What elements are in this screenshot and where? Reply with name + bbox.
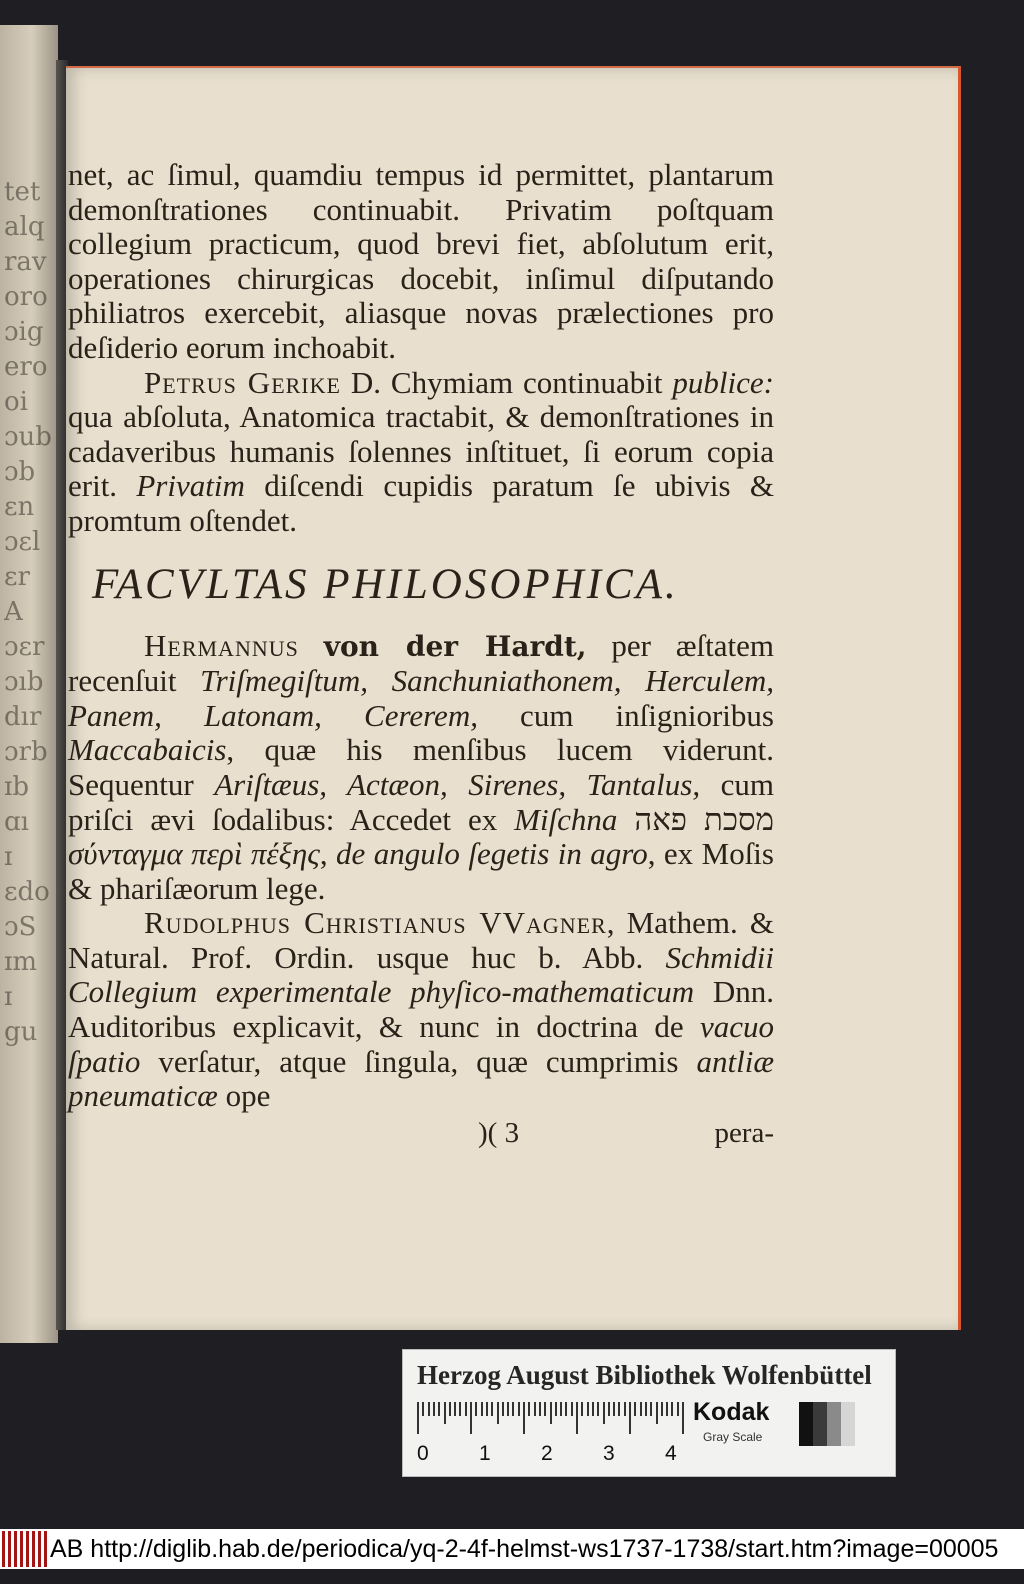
ruler-tick [497, 1402, 499, 1424]
text-run: , Mathem. & Natural. Prof. Ordin. usque huc b. Abb. [68, 905, 774, 975]
italic-run: Miſchna [514, 801, 618, 837]
text-run: D. Chymiam continuabit [340, 364, 673, 400]
ruler-tick [624, 1402, 626, 1416]
kodak-logo: Kodak [693, 1398, 770, 1426]
previous-page-fragment: ɛdo [4, 877, 50, 907]
previous-page-fragment: tet [4, 177, 41, 207]
ruler-numbers [413, 1442, 713, 1470]
catchword: pera- [714, 1116, 774, 1149]
ruler-tick [449, 1402, 451, 1416]
text-run: , quæ his menſibus lucem viderunt. Sequentur [68, 732, 774, 802]
ruler-tick [465, 1402, 467, 1416]
ruler-tick [481, 1402, 483, 1416]
ruler-tick [475, 1402, 477, 1416]
previous-page-fragment: ɑı [4, 807, 29, 837]
ruler-tick [550, 1402, 552, 1424]
previous-page-fragment: ɔrb [4, 737, 48, 767]
page-text-block [68, 158, 774, 1150]
previous-page-fragment: ɔɛl [4, 527, 41, 557]
ruler-tick [587, 1402, 589, 1416]
previous-page-fragment: ɔub [4, 422, 52, 452]
ruler-tick [486, 1402, 488, 1416]
previous-page-fragment: gu [4, 1017, 38, 1047]
ruler-tick [682, 1402, 684, 1434]
ruler-tick [433, 1402, 435, 1416]
italic-run: Triſmegiſtum, Sanchuniathonem, Herculem, Panem, Latonam, Cererem, [68, 663, 774, 733]
ruler-tick [661, 1402, 663, 1416]
previous-page-fragment: ɔɛr [4, 632, 45, 662]
library-logo-icon [2, 1531, 48, 1567]
library-color-card [402, 1349, 896, 1477]
ruler-tick [523, 1402, 525, 1434]
ruler-tick [677, 1402, 679, 1416]
ruler-number: 0 [417, 1442, 429, 1465]
gray-swatch-light [841, 1402, 855, 1446]
ruler-tick [528, 1402, 530, 1416]
text-run: Dnn. Auditoribus explicavit, & nunc in doctrina de [68, 974, 774, 1045]
ruler-tick [640, 1402, 642, 1416]
ruler-tick [629, 1402, 631, 1434]
ruler-tick [618, 1402, 620, 1416]
gray-swatch-dark [813, 1402, 827, 1446]
previous-page-fragment: ɛn [4, 492, 35, 522]
previous-page-fragment: ɪ [4, 982, 13, 1012]
ruler-tick [581, 1402, 583, 1416]
gray-swatch-mid [827, 1402, 841, 1446]
italic-run: Ariſtæus, Actæon, Sirenes, Tantalus, [214, 766, 701, 802]
previous-page-fragment: alq [4, 212, 45, 242]
text-run: diſcendi cupidis paratum ſe ubivis & promtum oſtendet. [68, 468, 774, 538]
ruler-tick [428, 1402, 430, 1416]
ruler-tick [518, 1402, 520, 1416]
ruler-tick [422, 1402, 424, 1416]
ruler-tick [459, 1402, 461, 1416]
text-run: , ex Moſis & phariſæorum lege. [68, 836, 774, 906]
ruler-tick [444, 1402, 446, 1424]
ruler-tick [417, 1402, 419, 1434]
ruler-tick [603, 1402, 605, 1424]
ruler-tick [544, 1402, 546, 1416]
italic-run: de angulo ſegetis in agro [336, 836, 648, 872]
previous-page-edge [0, 25, 58, 1343]
previous-page-fragment: ɪ [4, 842, 13, 872]
text-run: ope [217, 1078, 271, 1114]
ruler-tick [491, 1402, 493, 1416]
greek-run: σύνταγμα περὶ πέξης [68, 836, 320, 872]
ruler-tick [470, 1402, 472, 1434]
fraktur-name: von der Hardt, [323, 629, 587, 663]
italic-run: vacuo ſpatio [68, 1009, 774, 1079]
section-heading: FACVLTAS PHILOSOPHICA. [92, 560, 679, 608]
previous-page-fragment: ɔS [4, 912, 37, 942]
paragraph-4 [68, 906, 774, 1114]
text-run: per æſtatem recenſuit [68, 627, 774, 699]
paragraph-3 [68, 629, 774, 907]
ruler-tick [507, 1402, 509, 1416]
ruler-tick [656, 1402, 658, 1424]
signature-mark: )( 3 [478, 1116, 520, 1149]
source-url[interactable]: AB http://diglib.hab.de/periodica/yq-2-4f-helmst-ws1737-1738/start.htm?image=00005 [50, 1534, 999, 1563]
ruler-number: 3 [603, 1442, 615, 1465]
ruler-tick [560, 1402, 562, 1416]
ruler-tick [671, 1402, 673, 1416]
previous-page-fragment: ɛr [4, 562, 30, 592]
previous-page-fragment: ɪm [4, 947, 37, 977]
ruler-tick [576, 1402, 578, 1434]
scale-ruler [417, 1402, 687, 1434]
previous-page-fragment: dır [4, 702, 42, 732]
italic-run: Privatim [136, 468, 245, 504]
ruler-tick [438, 1402, 440, 1416]
ruler-tick [597, 1402, 599, 1416]
previous-page-fragment: A [4, 597, 23, 627]
ruler-tick [571, 1402, 573, 1416]
ruler-tick [454, 1402, 456, 1416]
source-url-bar [0, 1529, 1024, 1569]
previous-page-fragment: ɔig [4, 317, 44, 347]
page-footer [68, 1116, 774, 1151]
previous-page-text [4, 175, 56, 1050]
gray-swatch-black [799, 1402, 813, 1446]
paragraph-2 [68, 366, 774, 539]
paragraph-1 [68, 158, 774, 366]
italic-run: antliæ pneumaticæ [68, 1043, 774, 1114]
previous-page-fragment: ɔıb [4, 667, 44, 697]
italic-run: Maccabaicis [68, 732, 227, 768]
ruler-number: 4 [665, 1442, 677, 1465]
bottom-strip [0, 1569, 1024, 1584]
previous-page-fragment: rav [4, 247, 47, 277]
italic-run: Schmidii Collegium experimentale phyſico-mathematicum [68, 939, 774, 1010]
ruler-tick [502, 1402, 504, 1416]
paragraph-1-text: net, ac ſimul, quamdiu tempus id permittet, plantarum demonſtrationes continuabit. Privatim poſtquam collegium practicum, quod brevi fiet, abſolutum erit, operationes chirurgicas docebit, inſimul diſputando philiatros exercebit, aliasque novas prælectiones pro deſiderio eorum inchoabit. [68, 157, 774, 365]
text-run: cum inſignioribus [477, 697, 774, 733]
text-run: cum priſci ævi ſodalibus: Accedet ex [68, 766, 774, 837]
ruler-number: 1 [479, 1442, 491, 1465]
italic-run: publice: [672, 364, 774, 400]
library-name: Herzog August Bibliothek Wolfenbüttel [417, 1360, 872, 1390]
previous-page-fragment: ɪb [4, 772, 29, 802]
ruler-tick [645, 1402, 647, 1416]
ruler-number: 2 [541, 1442, 553, 1465]
ruler-tick [534, 1402, 536, 1416]
ruler-tick [512, 1402, 514, 1416]
ruler-tick [555, 1402, 557, 1416]
name-hermannus: Hermannus [144, 627, 299, 663]
text-run: , [319, 836, 337, 872]
ruler-tick [666, 1402, 668, 1416]
ruler-tick [565, 1402, 567, 1416]
hebrew-run: מסכת פאה [617, 801, 775, 837]
text-run: verſatur, atque ſingula, quæ cumprimis [140, 1043, 697, 1079]
gray-scale-label: Gray Scale [703, 1430, 763, 1444]
ruler-tick [592, 1402, 594, 1416]
ruler-tick [650, 1402, 652, 1416]
previous-page-fragment: ero [4, 352, 48, 382]
ruler-tick [608, 1402, 610, 1416]
previous-page-fragment: oi [4, 387, 28, 417]
previous-page-fragment: ɔb [4, 457, 36, 487]
ruler-tick [613, 1402, 615, 1416]
ruler-tick [634, 1402, 636, 1416]
name-gerike: Petrus Gerike [144, 364, 341, 400]
text-run: qua abſoluta, Anatomica tractabit, & demonſtrationes in cadaveribus humanis ſolennes inſtituet, ſi eorum copia erit. [68, 399, 774, 504]
ruler-tick [539, 1402, 541, 1416]
name-wagner: Rudolphus Christianus VVagner [144, 905, 607, 941]
previous-page-fragment: oro [4, 282, 48, 312]
